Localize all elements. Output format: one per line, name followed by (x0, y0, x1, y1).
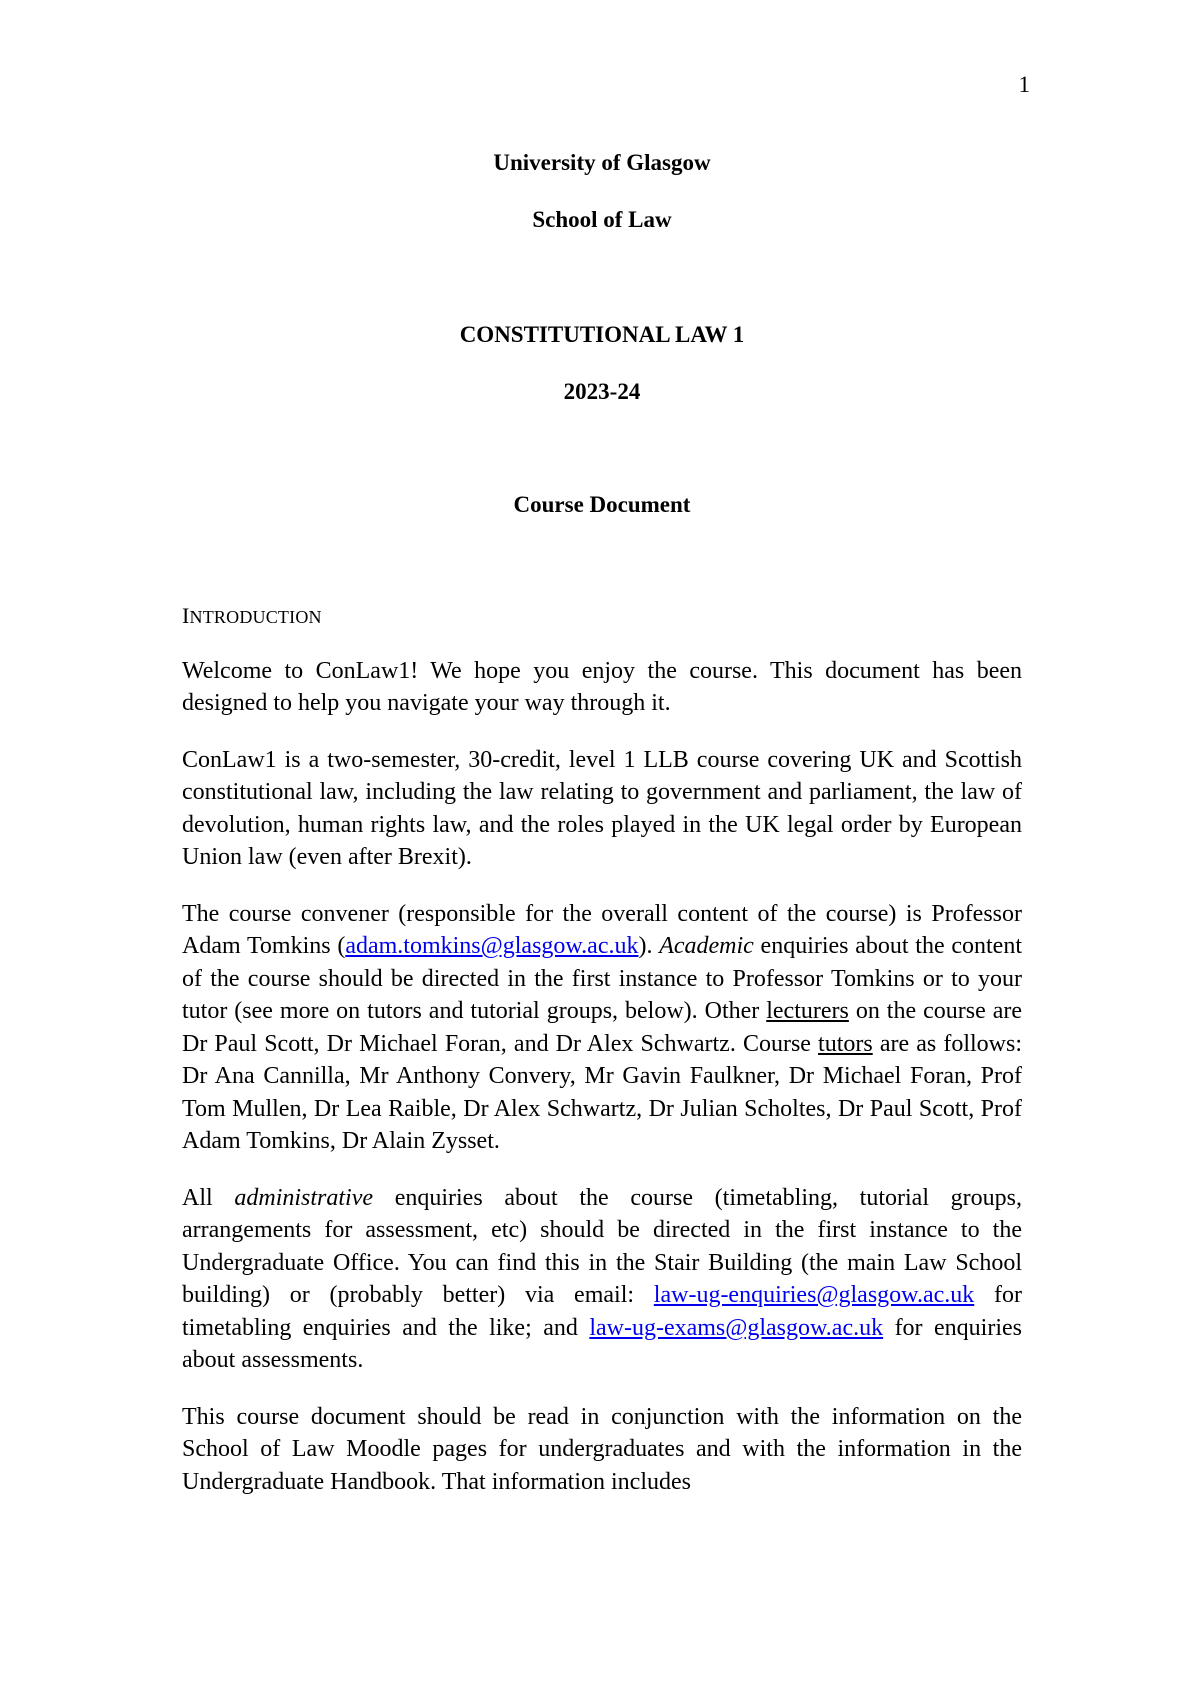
convener-text-b: ). (638, 933, 660, 959)
school-title: School of Law (532, 207, 672, 232)
convener-email-link[interactable]: adam.tomkins@glasgow.ac.uk (345, 933, 639, 959)
exams-email-link[interactable]: law-ug-exams@glasgow.ac.uk (589, 1314, 884, 1341)
academic-emphasis: Academic (659, 933, 754, 959)
document-title: Course Document (513, 492, 691, 517)
paragraph-course-overview: ConLaw1 is a two-semester, 30-credit, level 1 LLB course covering UK and Scottish constitutional law, including the law relating to government and parliament, the law of devolution, human rights law, and the roles played in the UK legal order by European Union law (even after Brexit). (182, 746, 1022, 870)
admin-text-d: for enquiries about assessments. (182, 1314, 1022, 1373)
heading-rest: NTRODUCTION (189, 607, 322, 627)
admin-text-c: for timetabling enquiries and the like; and (182, 1282, 1022, 1341)
body-text (182, 600, 1022, 1522)
admin-text-a: All (182, 1184, 235, 1211)
page-number: 1 (1018, 72, 1030, 97)
convener-text-e: are as follows: Dr Ana Cannilla, Mr Anthony Convery, Mr Gavin Faulkner, Dr Michael Foran, Prof Tom Mullen, Dr Lea Raible, Dr Alex Schwartz, Dr Julian Scholtes, Dr Paul Scott, Prof Adam Tomkins, Dr Alain Zysset. (182, 1030, 1022, 1154)
introduction-heading (182, 600, 1022, 634)
university-title: University of Glasgow (493, 150, 711, 175)
paragraph-administrative (182, 1182, 1022, 1377)
paragraph-welcome: Welcome to ConLaw1! We hope you enjoy the course. This document has been designed to help you navigate your way through it. (182, 657, 1022, 716)
tutors-underlined: tutors (818, 1030, 873, 1057)
enquiries-email-link[interactable]: law-ug-enquiries@glasgow.ac.uk (653, 1282, 975, 1308)
paragraph-convener (182, 898, 1022, 1158)
academic-year: 2023-24 (563, 379, 641, 404)
administrative-emphasis: administrative (234, 1184, 374, 1211)
admin-text-b: enquiries about the course (timetabling, tutorial groups, arrangements for assessment, etc) should be directed in the first instance to the Undergraduate Office. You can find this in the Stair Building (the main Law School building) or (probably better) via email: (182, 1184, 1023, 1308)
paragraph-course-document: This course document should be read in conjunction with the information on the School of Law Moodle pages for undergraduates and with the information in the Undergraduate Handbook. That information includes (182, 1403, 1022, 1495)
lecturers-underlined: lecturers (766, 998, 849, 1024)
convener-text-a: The course convener (responsible for the overall content of the course) is Professor Adam Tomkins ( (182, 900, 1022, 959)
heading-initial: I (182, 603, 190, 628)
convener-text-c: enquiries about the content of the course should be directed in the first instance to Professor Tomkins or to your tutor (see more on tutors and tutorial groups, below). Other (182, 933, 1022, 1024)
course-title: CONSTITUTIONAL LAW 1 (459, 322, 745, 347)
convener-text-d: on the course are Dr Paul Scott, Dr Michael Foran, and Dr Alex Schwartz. Course (182, 998, 1022, 1057)
